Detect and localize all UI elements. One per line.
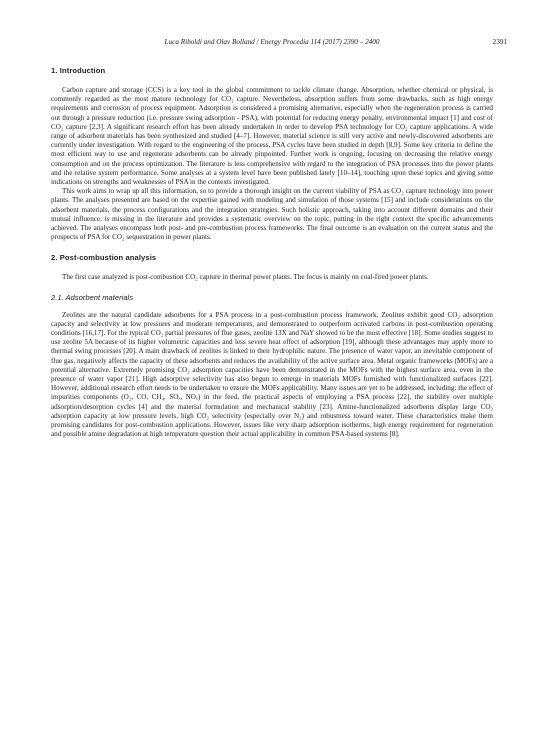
page-number: 2391 [492, 38, 507, 46]
subsection-heading-adsorbent-materials: 2.1. Adsorbent materials [51, 292, 134, 302]
section-heading-introduction: 1. Introduction [51, 66, 106, 75]
post-combustion-paragraph-1: The first case analyzed is post-combustion CO₂ capture in thermal power plants. The focus is mainly on coal-fired power plants. [62, 273, 429, 282]
intro-paragraph-1: Carbon capture and storage (CCS) is a key tool in the global commitment to tackle climate change. Absorption, whether chemical or physical, is commonly regarded as the most mature technology for CO₂ capture. Nevertheless, absorption suffers from some drawbacks, such as high energy requirements and corrosion of process equipment. Adsorption is considered a promising alternative, especially when the regeneration process is carried out through a pressure reduction (i.e. pressure swing adsorption - PSA), with potential for reducing energy penalty, environmental impact [1] and cost of CO₂ capture [2,3]. A significant research effort has been already undertaken in order to develop PSA technology for CO₂ capture applications. A wide range of adsorbent materials has been synthesized and studied [4–7]. However, material science is still very active and newly-discovered adsorbents are currently under investigation. With regard to the engineering of the process, PSA cycles have been studied in depth [8,9]. Some key criteria to define the most efficient way to use and regenerate adsorbents can be already pinpointed. Further work is ongoing, focusing on decreasing the relative energy consumption and on the process optimization. The literature is less comprehensive with regard to the integration of PSA processes into the power plants and the relative system performance. Some analyses at a system level have been published lately [10–14], touching upon these topics and giving some indications on strengths and weaknesses of PSA in the contexts investigated. [51, 86, 493, 187]
article-body [51, 66, 493, 440]
running-title: Luca Riboldi and Olav Bolland / Energy Procedia 114 (2017) 2390 – 2400 [164, 38, 380, 46]
adsorbent-materials-paragraph: Zeolites are the natural candidate adsorbents for a PSA process in a post-combustion process framework. Zeolites exhibit good CO₂ adsorption capacity and selectivity at low pressures and moderate temperatures, and demonstrated to outperform activated carbons in post-combustion operating conditions [16,17]. For the typical CO₂ partial pressures of flue gases, zeolite 13X and NaY showed to be the most effective [18]. Some studies suggest to use zeolite 5A because of its higher volumetric capacities and less severe heat effect of adsorption [19], although these advantages may apply more to thermal swing processes [20]. A main drawback of zeolites is linked to their hydrophilic nature. The presence of water vapor, an inevitable component of flue gas, negatively affects the capacity of these adsorbents and reduces the availability of the active surface area. Metal organic frameworks (MOFs) are a potential alternative. Extremely promising CO₂ adsorption capacities have been demonstrated in the MOFs with the highest surface area, even in the presence of water vapor [21]. High adsorptive selectivity has also begun to emerge in materials MOFs furnished with functionalized surfaces [22]. However, additional research effort needs to be undertaken to ensure the MOFs applicability. Many issues are yet to be addressed, including: the effect of impurities components (O₂, CO, CH₄, SOₓ, NOₓ) in the feed, the practical aspects of employing a PSA process [22], the stability over multiple adsorption/desorption cycles [4] and the material formulation and mechanical stability [23]. Amine-functionalized adsorbents display large CO₂ adsorption capacity at low pressure levels, high CO₂ selectivity (especially over N₂) and robustness toward water. These characteristics make them promising candidates for post-combustion applications. However, issues like very sharp adsorption isotherms, high energy requirement for regeneration and possible amine degradation at high temperature question their actual applicability in common PSA-based systems [8]. [51, 310, 493, 439]
running-header [0, 38, 544, 50]
section-heading-post-combustion: 2. Post-combustion analysis [51, 253, 157, 263]
intro-paragraph-2: This work aims to wrap up all this information, so to provide a thorough insight on the current viability of PSA as CO₂ capture technology into power plants. The analyses presented are based on the expertise gained with modeling and simulation of those systems [15] and include considerations on the adsorbent materials, the process configurations and the integration strategies. Such holistic approach, taking into account different domains and their mutual influence, is missing in the literature and provides a systematic overview on the topic, putting in the right context the specific advancements achieved. The analyses encompass both post- and pre-combustion process frameworks. The final outcome is an evaluation on the current status and the prospects of PSA for CO₂ sequestration in power plants. [51, 187, 493, 242]
